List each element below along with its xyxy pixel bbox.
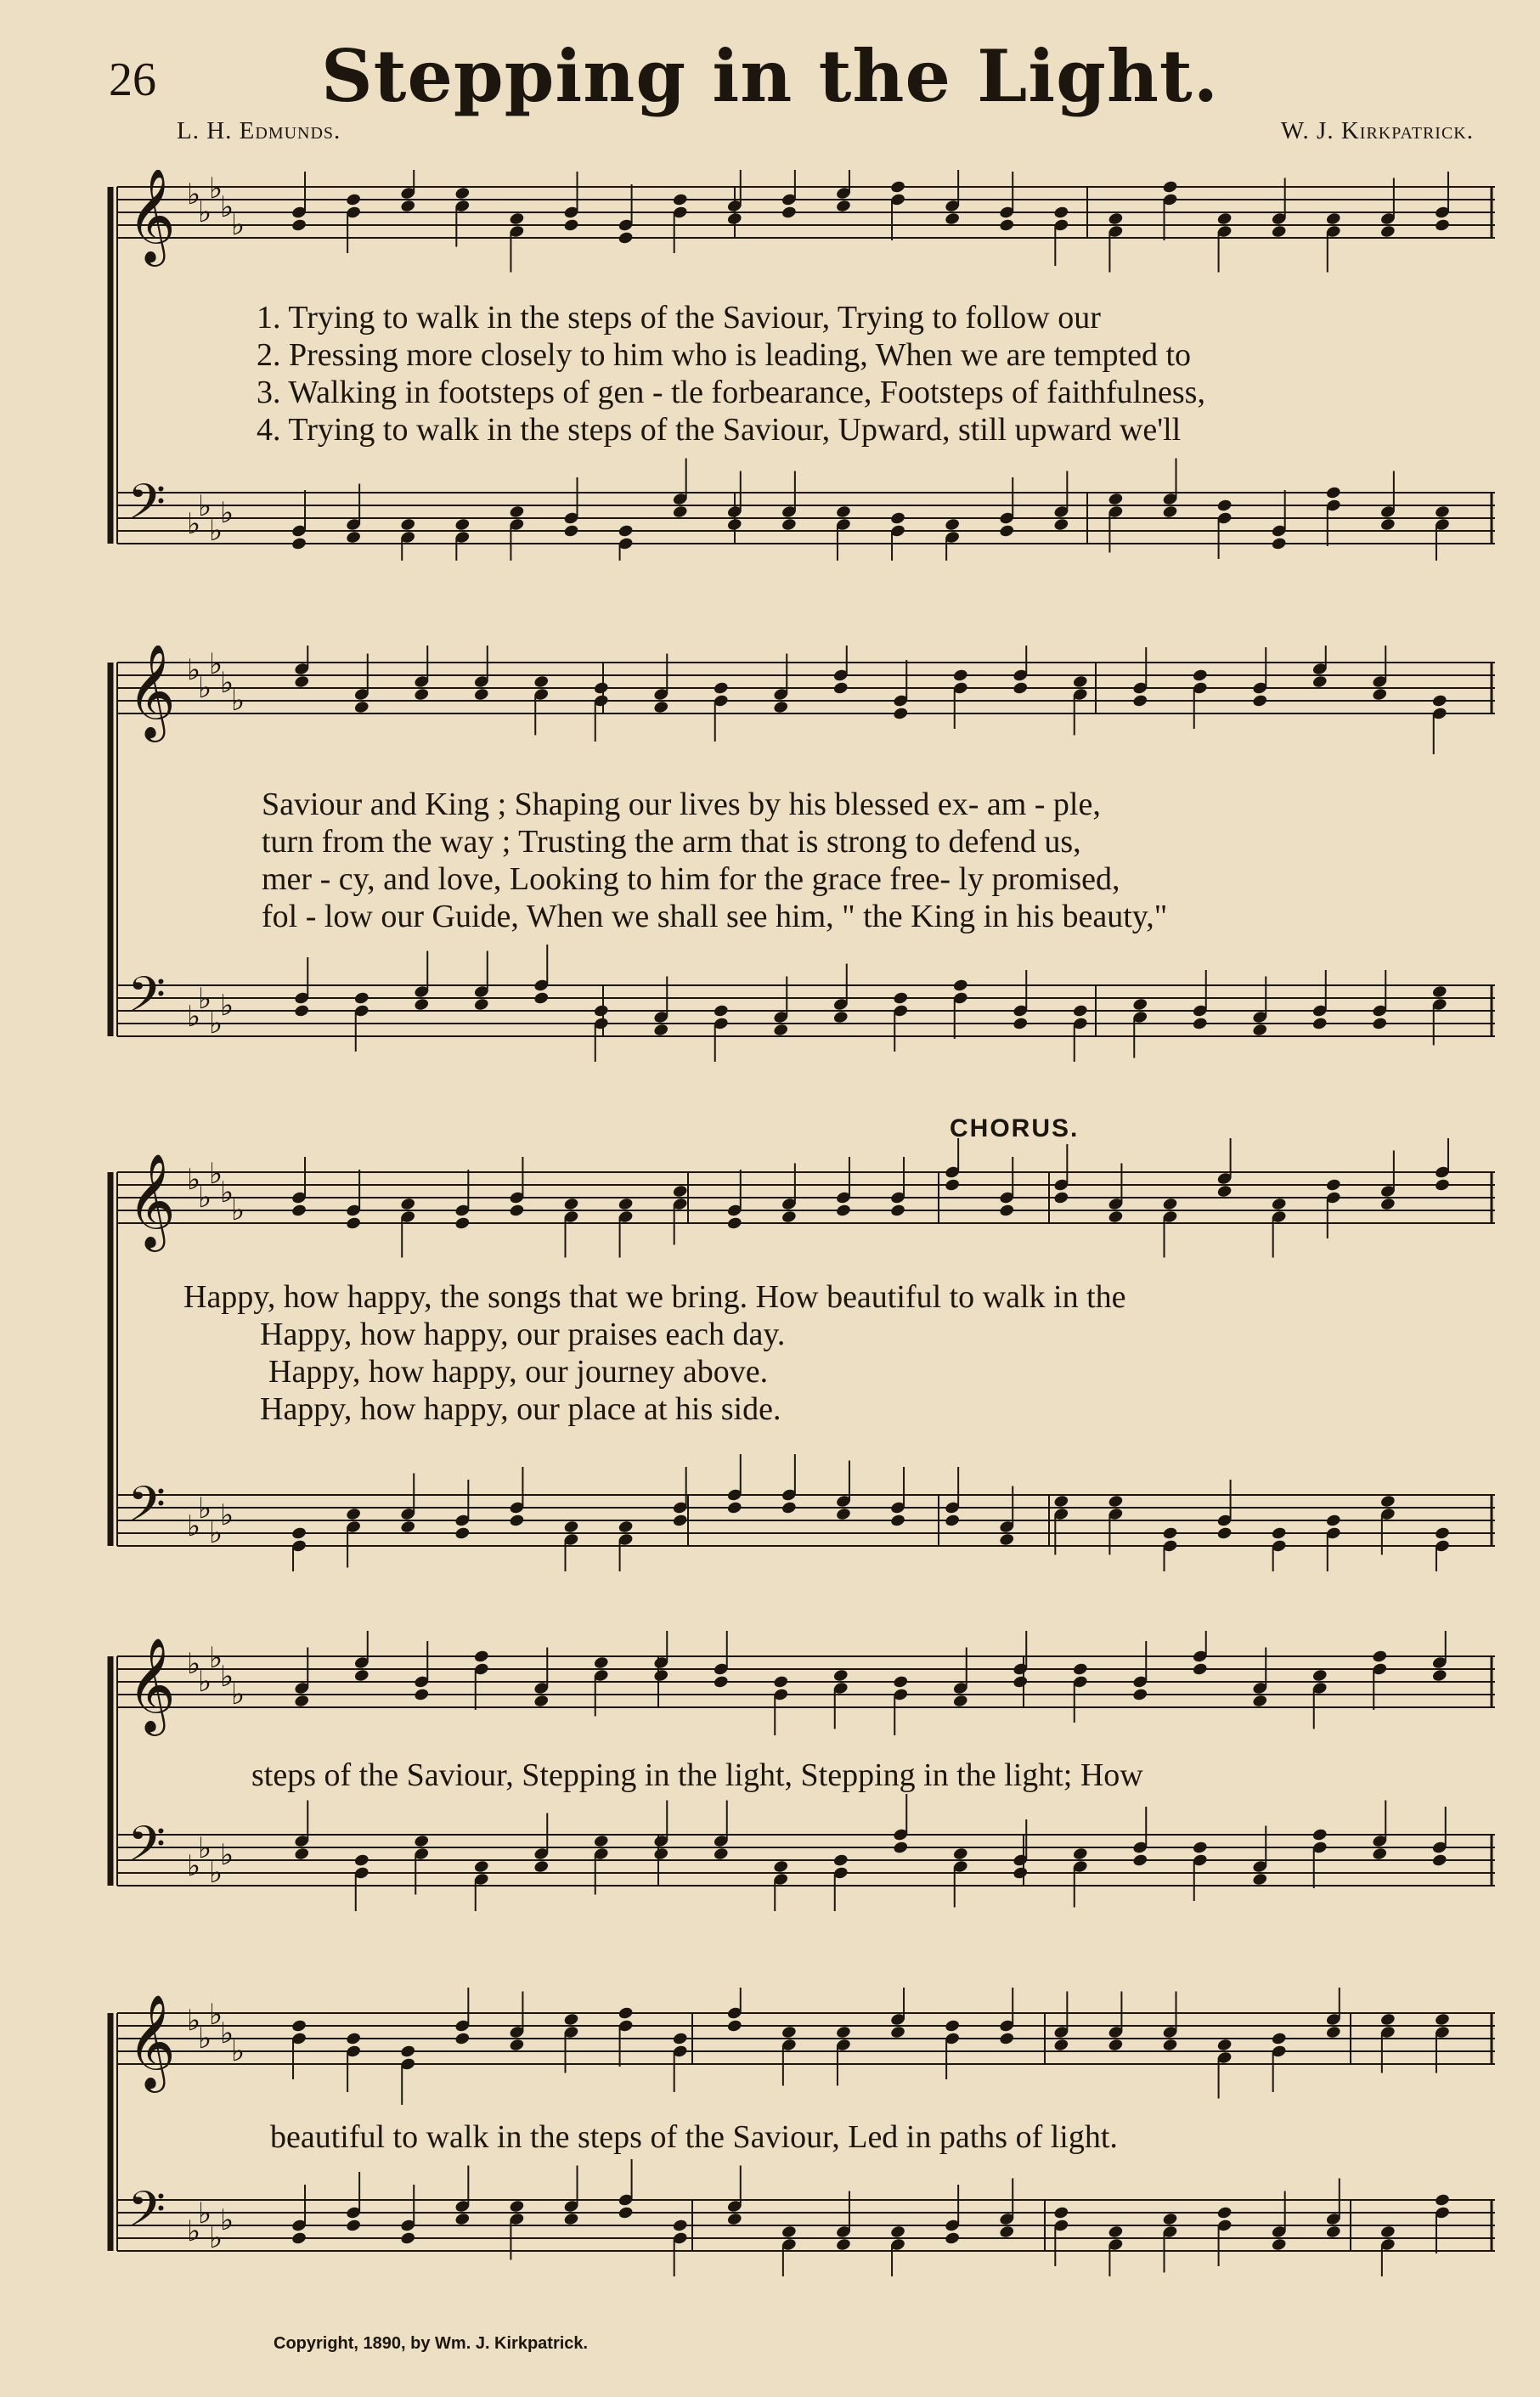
svg-text:♭: ♭ xyxy=(187,1849,201,1883)
lyric-line: 4. Trying to walk in the steps of the Saviour, Upward, still upward we'll xyxy=(257,412,1182,448)
svg-text:♭: ♭ xyxy=(187,653,201,687)
svg-text:♭: ♭ xyxy=(209,514,223,548)
svg-text:♭: ♭ xyxy=(198,1492,212,1526)
svg-text:♭: ♭ xyxy=(209,1516,223,1550)
lyricist-credit: L. H. Edmunds. xyxy=(177,117,341,144)
lyric-line: Happy, how happy, our praises each day. xyxy=(260,1317,786,1352)
svg-text:♭: ♭ xyxy=(198,1181,212,1215)
lyric-line: Happy, how happy, our place at his side. xyxy=(260,1391,781,1427)
svg-text:♭: ♭ xyxy=(198,195,212,229)
svg-text:♭: ♭ xyxy=(220,989,234,1023)
svg-text:♭: ♭ xyxy=(231,1193,245,1227)
lyrics-system-4 xyxy=(251,1757,1143,1794)
svg-text:♭: ♭ xyxy=(220,1660,234,1694)
svg-text:♭: ♭ xyxy=(220,1498,234,1532)
page-number: 26 xyxy=(109,54,156,106)
svg-text:♭: ♭ xyxy=(209,1856,223,1890)
lyric-line: Happy, how happy, our journey above. xyxy=(268,1354,769,1390)
lyric-line: turn from the way ; Trusting the arm that is strong to defend us, xyxy=(262,824,1081,860)
svg-text:♭: ♭ xyxy=(198,1665,212,1699)
svg-text:𝄢: 𝄢 xyxy=(127,2180,166,2250)
svg-text:♭: ♭ xyxy=(198,489,212,523)
svg-text:♭: ♭ xyxy=(220,2016,234,2050)
copyright-notice: Copyright, 1890, by Wm. J. Kirkpatrick. xyxy=(274,2334,589,2353)
lyric-line: fol - low our Guide, When we shall see him, " the King in his beauty," xyxy=(262,899,1168,934)
svg-text:♭: ♭ xyxy=(231,2034,245,2068)
svg-text:♭: ♭ xyxy=(209,1641,223,1675)
composer-credit: W. J. Kirkpatrick. xyxy=(1280,117,1474,144)
svg-text:𝄞: 𝄞 xyxy=(127,646,176,738)
svg-text:♭: ♭ xyxy=(209,647,223,681)
lyrics-system-5 xyxy=(270,2118,1118,2156)
svg-text:𝄞: 𝄞 xyxy=(127,1637,176,1732)
svg-text:♭: ♭ xyxy=(231,1678,245,1712)
lyric-line: 2. Pressing more closely to him who is leading, When we are tempted to xyxy=(257,337,1192,373)
svg-text:♭: ♭ xyxy=(231,684,245,718)
svg-text:♭: ♭ xyxy=(209,172,223,206)
svg-text:𝄢: 𝄢 xyxy=(127,1815,166,1885)
lyric-line: beautiful to walk in the steps of the Saviour, Led in paths of light. xyxy=(270,2119,1118,2155)
chorus-label: CHORUS. xyxy=(950,1114,1080,1142)
svg-text:♭: ♭ xyxy=(187,507,201,541)
svg-text:♭: ♭ xyxy=(209,2221,223,2255)
svg-text:♭: ♭ xyxy=(209,1998,223,2032)
lyrics-system-2 xyxy=(262,786,1167,935)
svg-text:♭: ♭ xyxy=(209,1007,223,1041)
svg-text:♭: ♭ xyxy=(187,2004,201,2038)
svg-text:𝄢: 𝄢 xyxy=(127,473,166,543)
svg-text:♭: ♭ xyxy=(198,2197,212,2231)
svg-text:♭: ♭ xyxy=(220,2203,234,2237)
lyrics-system-3 xyxy=(183,1278,1126,1428)
svg-text:𝄞: 𝄞 xyxy=(127,170,176,262)
lyric-line: mer - cy, and love, Looking to him for the grace free- ly promised, xyxy=(262,861,1120,897)
svg-text:♭: ♭ xyxy=(220,496,234,530)
svg-text:♭: ♭ xyxy=(198,2022,212,2056)
lyric-line: Happy, how happy, the songs that we bring. How beautiful to walk in the xyxy=(183,1279,1126,1315)
lyric-line: Saviour and King ; Shaping our lives by his blessed ex- am - ple, xyxy=(262,787,1101,822)
svg-text:𝄞: 𝄞 xyxy=(127,1994,176,2089)
svg-text:♭: ♭ xyxy=(187,1509,201,1543)
lyrics-system-1 xyxy=(257,299,1205,448)
svg-text:♭: ♭ xyxy=(187,1000,201,1034)
lyric-line: steps of the Saviour, Stepping in the light, Stepping in the light; How xyxy=(251,1757,1143,1793)
svg-text:♭: ♭ xyxy=(187,1163,201,1197)
svg-text:𝄢: 𝄢 xyxy=(127,966,166,1035)
svg-text:♭: ♭ xyxy=(187,1647,201,1681)
svg-text:♭: ♭ xyxy=(220,190,234,224)
svg-text:♭: ♭ xyxy=(231,208,245,242)
svg-text:♭: ♭ xyxy=(198,1831,212,1865)
hymn-title: Stepping in the Light. xyxy=(321,34,1219,118)
lyric-line: 3. Walking in footsteps of gen - tle forbearance, Footsteps of faithfulness, xyxy=(257,375,1205,410)
svg-text:𝄢: 𝄢 xyxy=(127,1475,166,1545)
svg-text:𝄞: 𝄞 xyxy=(127,1153,176,1248)
svg-text:♭: ♭ xyxy=(209,1157,223,1191)
svg-text:♭: ♭ xyxy=(220,1838,234,1872)
svg-text:♭: ♭ xyxy=(198,671,212,705)
svg-text:♭: ♭ xyxy=(220,666,234,700)
svg-text:♭: ♭ xyxy=(187,178,201,212)
svg-text:♭: ♭ xyxy=(198,982,212,1016)
svg-text:♭: ♭ xyxy=(220,1176,234,1210)
lyric-line: 1. Trying to walk in the steps of the Saviour, Trying to follow our xyxy=(257,300,1101,336)
svg-text:♭: ♭ xyxy=(187,2214,201,2248)
